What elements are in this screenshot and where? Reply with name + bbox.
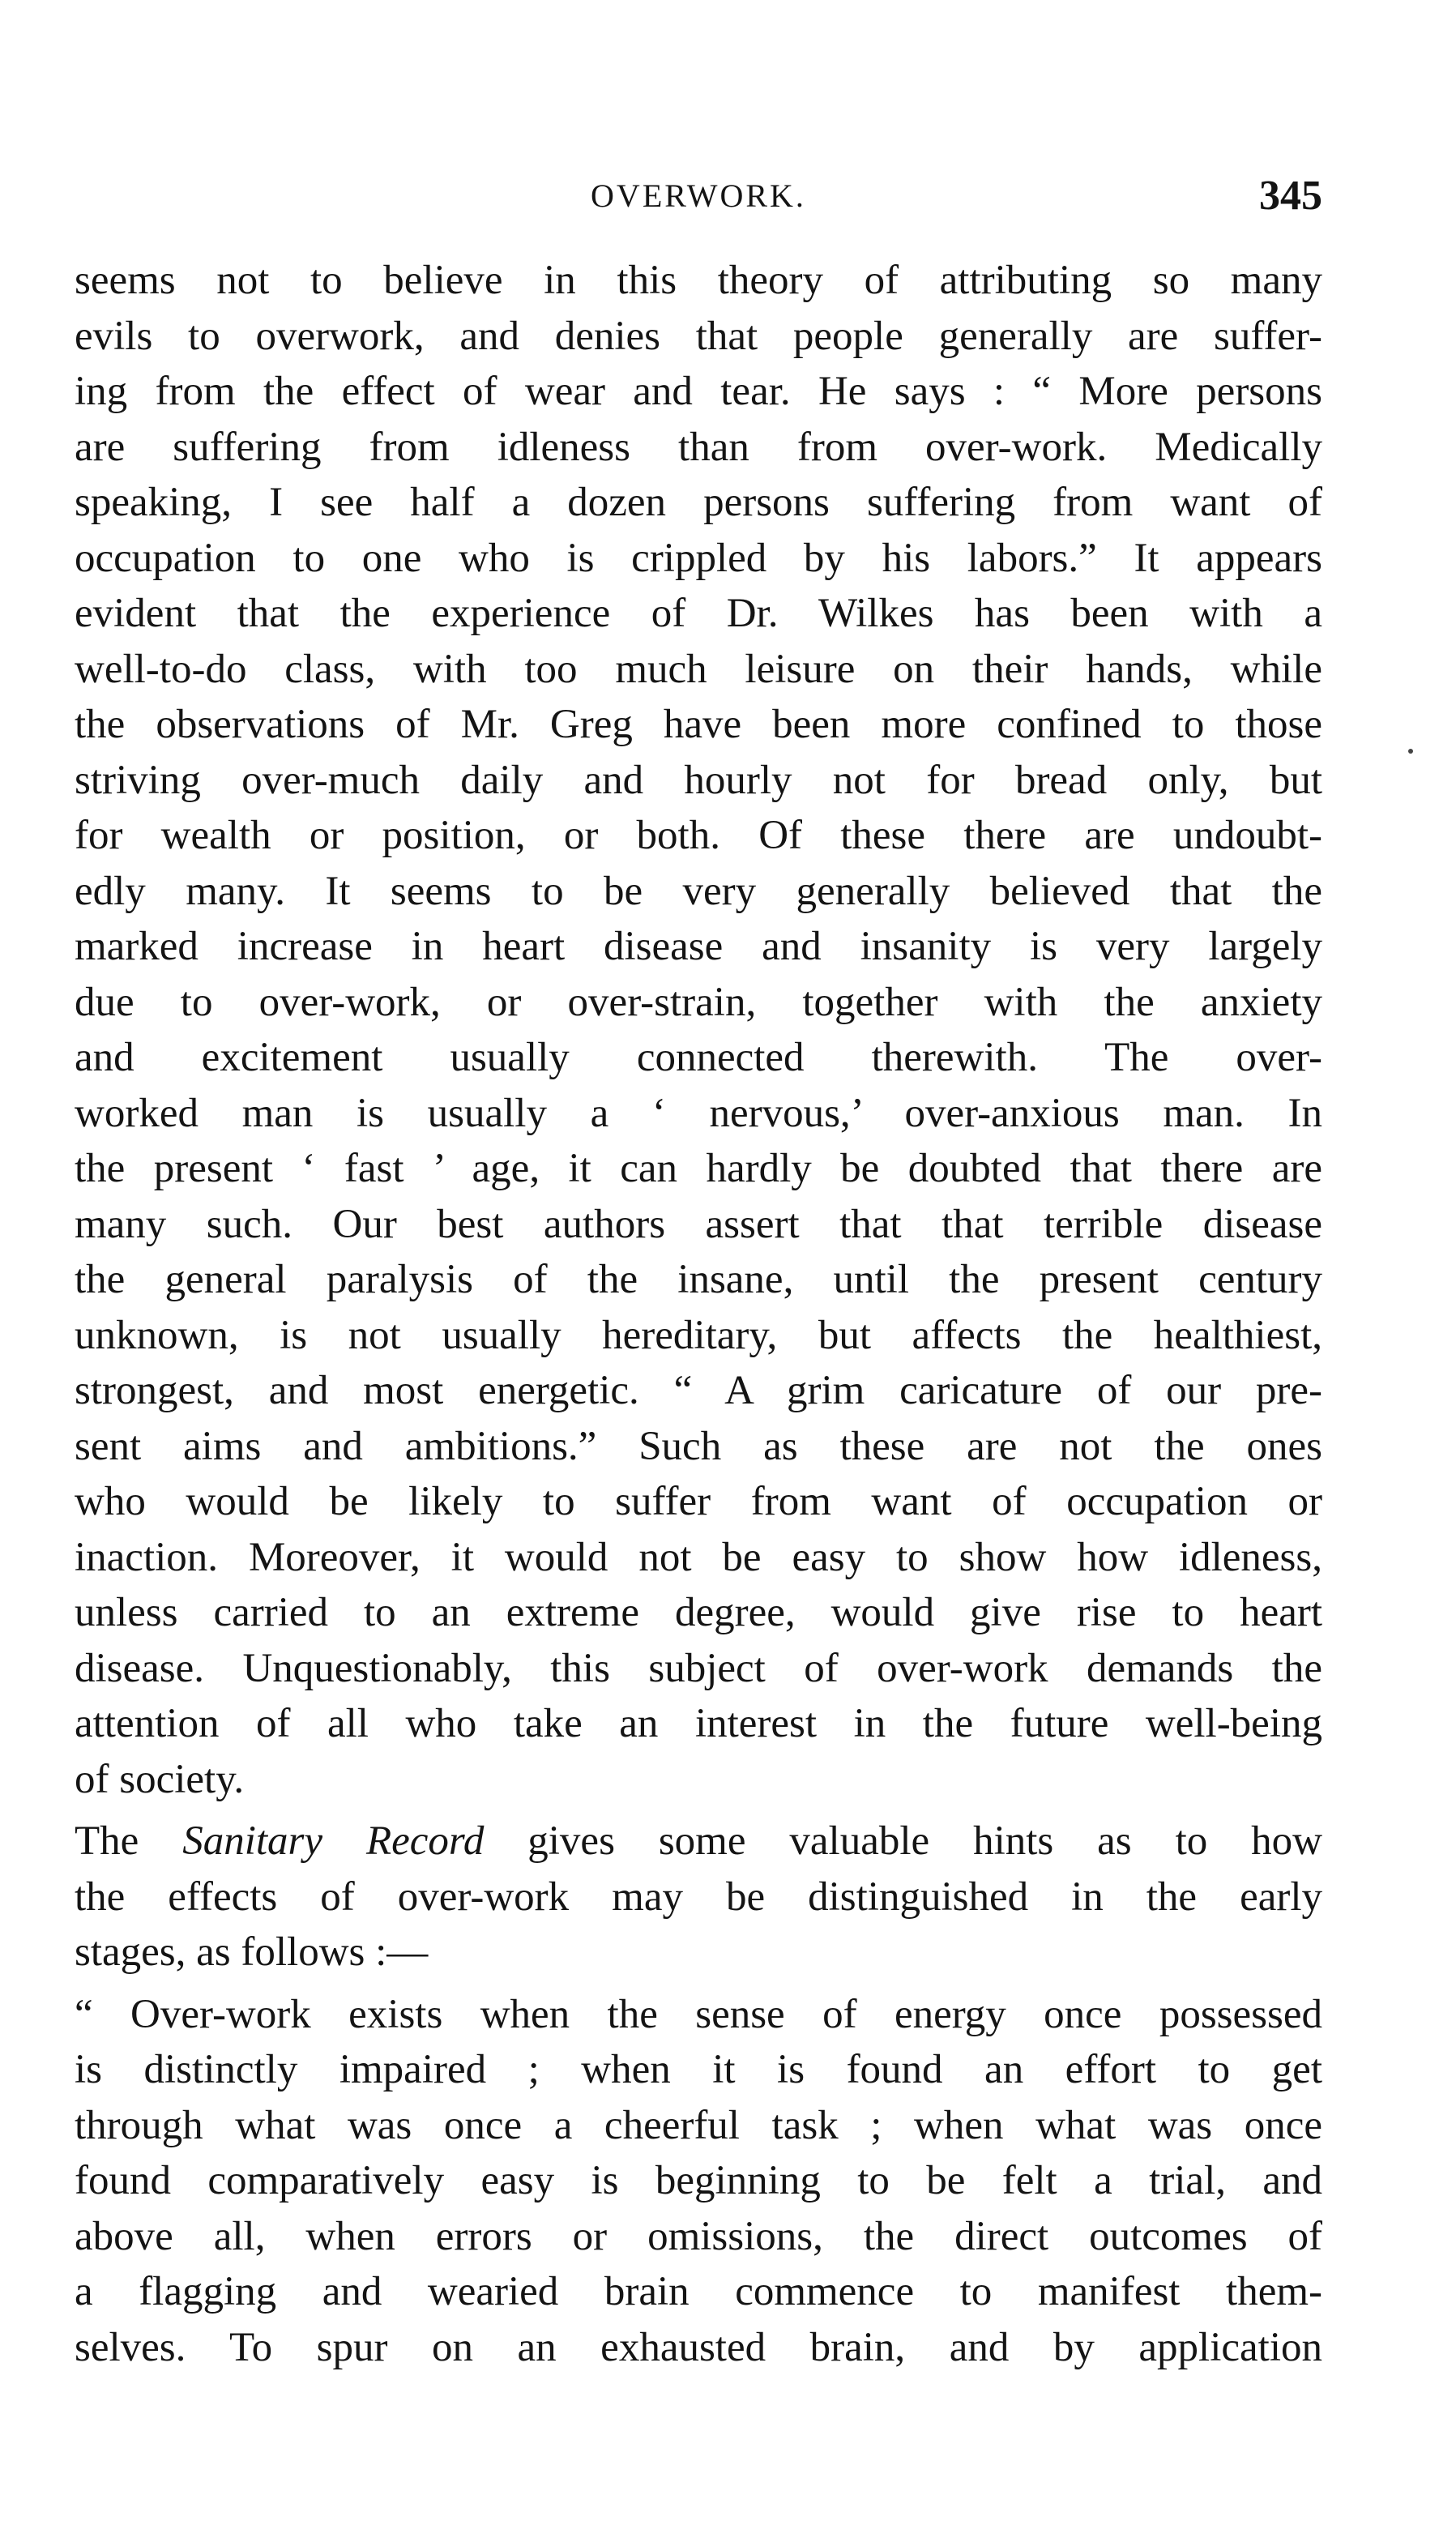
text-line: edly many. It seems to be very generally believed that the [75,868,1322,914]
text-line: and excitement usually connected therewith. The over- [75,1035,1322,1080]
paragraph-2 [75,1814,1322,1980]
text-line-with-title [75,1814,1322,1869]
text-line: many such. Our best authors assert that that terrible disease [75,1201,1322,1247]
text-line: inaction. Moreover, it would not be easy to show how idleness, [75,1534,1322,1580]
text-line: “ Over-work exists when the sense of energy once possessed [75,1991,1322,2037]
paragraph-3-quotation [75,1987,1322,2376]
text-line: the general paralysis of the insane, until the present century [75,1257,1322,1302]
text-line: occupation to one who is crippled by his labors.” It appears [75,535,1322,581]
text-line: unless carried to an extreme degree, would give rise to heart [75,1590,1322,1635]
text-line: sent aims and ambitions.” Such as these are not the ones [75,1423,1322,1469]
text-line: through what was once a cheerful task ; when what was once [75,2102,1322,2148]
text-line: speaking, I see half a dozen persons suffering from want of [75,480,1322,525]
text-fragment: The [75,1818,183,1864]
text-line: attention of all who take an interest in the future well-being [75,1701,1322,1746]
text-line: worked man is usually a ‘ nervous,’ over-anxious man. In [75,1090,1322,1136]
text-line: well-to-do class, with too much leisure on their hands, while [75,646,1322,692]
body-text [75,253,1322,2375]
text-line: the present ‘ fast ’ age, it can hardly be doubted that there are [75,1146,1322,1191]
paragraph-spacer [75,1807,1322,1814]
text-line: for wealth or position, or both. Of these there are undoubt- [75,813,1322,858]
text-line: due to over-work, or over-strain, together with the anxiety [75,979,1322,1025]
text-line: found comparatively easy is beginning to be felt a trial, and [75,2158,1322,2203]
publication-title: Sanitary Record [182,1818,485,1864]
paragraph-spacer [75,1980,1322,1987]
text-line: who would be likely to suffer from want of occupation or [75,1479,1322,1524]
text-line: unknown, is not usually hereditary, but affects the healthiest, [75,1312,1322,1358]
text-line: striving over-much daily and hourly not for bread only, but [75,757,1322,803]
text-line: selves. To spur on an exhausted brain, and by application [75,2324,1322,2370]
text-line: is distinctly impaired ; when it is found an effort to get [75,2047,1322,2092]
running-head [75,172,1322,220]
text-line: above all, when errors or omissions, the direct outcomes of [75,2213,1322,2259]
margin-speck [1408,749,1413,754]
text-line: a flagging and wearied brain commence to manifest them- [75,2269,1322,2314]
text-line: stages, as follows :— [75,1929,429,1975]
text-line: are suffering from idleness than from over-work. Medically [75,424,1322,470]
text-line: ing from the effect of wear and tear. He says : “ More persons [75,369,1322,414]
text-line: disease. Unquestionably, this subject of over-work demands the [75,1645,1322,1691]
text-line: seems not to believe in this theory of attributing so many [75,258,1322,303]
text-line: the observations of Mr. Greg have been more confined to those [75,702,1322,747]
text-line: marked increase in heart disease and insanity is very largely [75,924,1322,969]
text-fragment: gives some valuable hints as to how [484,1818,1322,1864]
text-line: strongest, and most energetic. “ A grim caricature of our pre- [75,1368,1322,1413]
text-line: evils to overwork, and denies that people generally are suffer- [75,313,1322,359]
text-line: the effects of over-work may be distinguished in the early [75,1874,1322,1920]
text-line: of society. [75,1756,245,1802]
running-title: OVERWORK. [591,177,806,214]
paragraph-1 [75,253,1322,1807]
page-number: 345 [1259,173,1322,219]
text-line: evident that the experience of Dr. Wilkes has been with a [75,591,1322,636]
